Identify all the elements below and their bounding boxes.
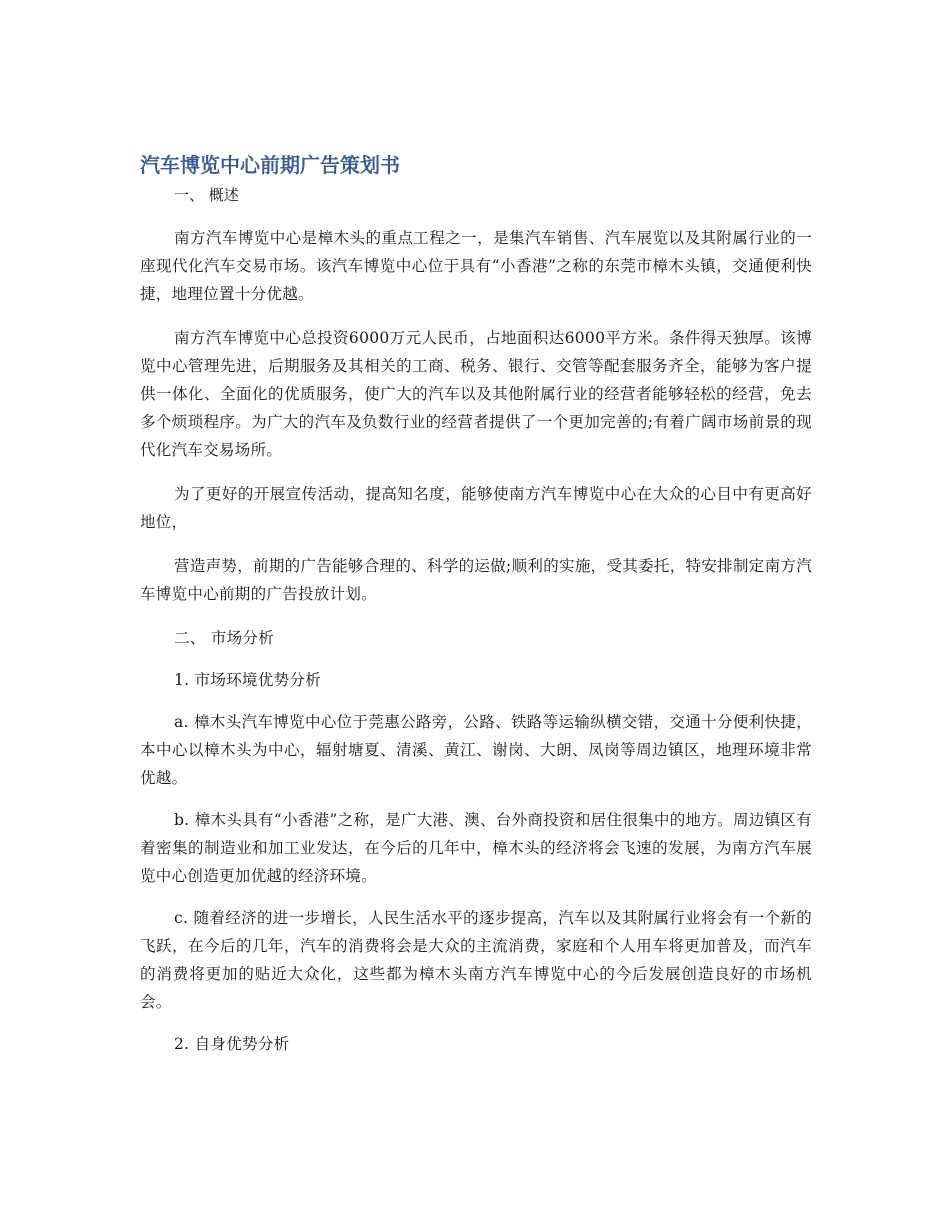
section-heading-overview: 一、 概述 xyxy=(174,186,239,204)
list-item: c. 随着经济的进一步增长，人民生活水平的逐步提高，汽车以及其附属行业将会有一个新的飞跃，在今后的几年，汽车的消费将会是大众的主流消费，家庭和个人用车将更加普及，而汽车的消费将更加的贴近大众化，这些都为樟木头南方汽车博览中心的今后发展创造良好的市场机会。 xyxy=(140,909,812,1011)
section-heading-market-analysis: 二、 市场分析 xyxy=(174,629,275,647)
document-page xyxy=(140,150,812,1058)
list-item: b. 樟木头具有“小香港”之称，是广大港、澳、台外商投资和居住很集中的地方。周边镇区有着密集的制造业和加工业发达，在今后的几年中，樟木头的经济将会飞速的发展，为南方汽车展览中心创造更加优越的经济环境。 xyxy=(140,811,812,885)
list-item: a. 樟木头汽车博览中心位于莞惠公路旁，公路、铁路等运输纵横交错，交通十分便利快捷，本中心以樟木头为中心，辐射塘夏、清溪、黄江、谢岗、大朗、凤岗等周边镇区，地理环境非常优越。 xyxy=(140,713,812,787)
paragraph: 南方汽车博览中心是樟木头的重点工程之一，是集汽车销售、汽车展览以及其附属行业的一座现代化汽车交易市场。该汽车博览中心位于具有“小香港”之称的东莞市樟木头镇，交通便利快捷，地理位置十分优越。 xyxy=(140,229,812,303)
paragraph: 为了更好的开展宣传活动，提高知名度，能够使南方汽车博览中心在大众的心目中有更高好地位， xyxy=(140,485,812,531)
subsection-heading-market-environment: 1. 市场环境优势分析 xyxy=(174,671,322,689)
document-title: 汽车博览中心前期广告策划书 xyxy=(140,153,400,177)
subsection-heading-self-advantages: 2. 自身优势分析 xyxy=(174,1035,290,1053)
paragraph: 南方汽车博览中心总投资6000万元人民币，占地面积达6000平方米。条件得天独厚。该博览中心管理先进，后期服务及其相关的工商、税务、银行、交管等配套服务齐全，能够为客户提供一体化、全面化的优质服务，使广大的汽车以及其他附属行业的经营者能够轻松的经营，免去多个烦琐程序。为广大的汽车及负数行业的经营者提供了一个更加完善的;有着广阔市场前景的现代化汽车交易场所。 xyxy=(140,329,812,459)
paragraph: 营造声势，前期的广告能够合理的、科学的运做;顺利的实施，受其委托，特安排制定南方汽车博览中心前期的广告投放计划。 xyxy=(140,557,812,603)
